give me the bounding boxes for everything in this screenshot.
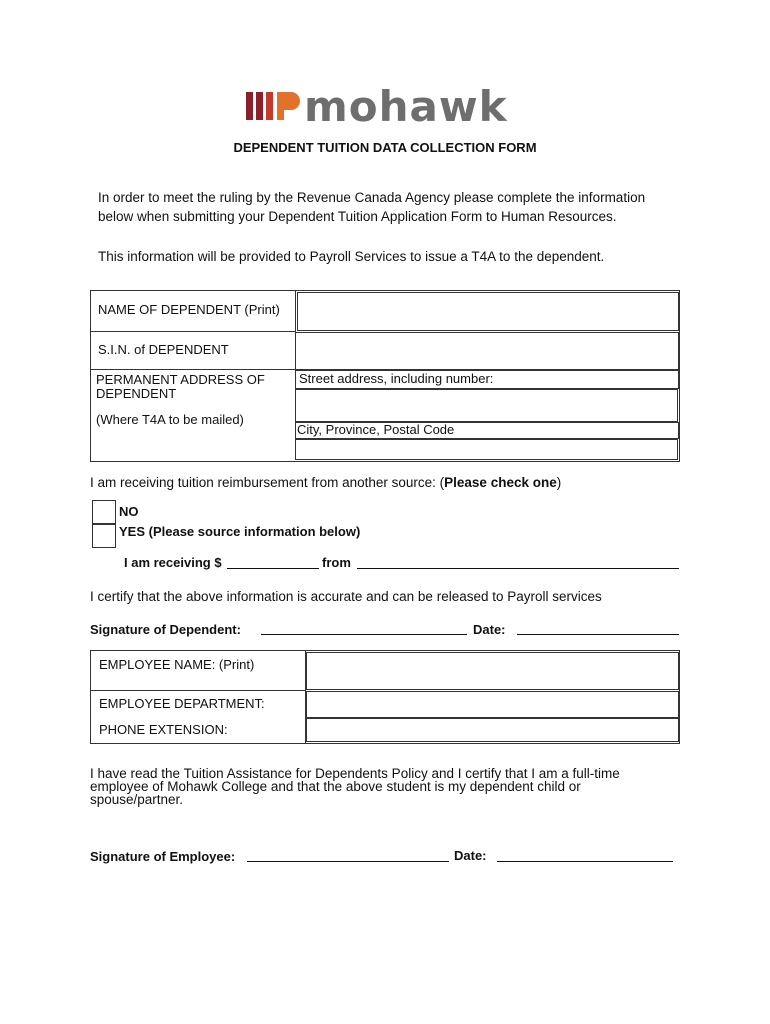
form-title: DEPENDENT TUITION DATA COLLECTION FORM [233, 140, 537, 155]
employee-signature-label: Signature of Employee: [90, 849, 236, 864]
dependent-table [90, 290, 680, 462]
employee-department-label: EMPLOYEE DEPARTMENT: [99, 696, 265, 711]
receiving-amount-line[interactable] [227, 568, 319, 569]
employee-department-field[interactable] [306, 691, 679, 718]
dependent-address-note: (Where T4A to be mailed) [96, 412, 244, 427]
employee-certify-text: I have read the Tuition Assistance for Dependents Policy and I certify that I am a full-time employee of Mohawk College and that the above student is my dependent child or spouse/partner. [90, 766, 620, 807]
receiving-source-line[interactable] [357, 568, 679, 569]
dependent-name-field[interactable] [297, 292, 679, 331]
receiving-amount-label: I am receiving $ [124, 555, 222, 570]
intro-line-2: below when submitting your Dependent Tuition Application Form to Human Resources. [98, 209, 617, 224]
phone-extension-label: PHONE EXTENSION: [99, 722, 228, 737]
yes-checkbox[interactable] [92, 524, 116, 548]
dependent-address-label: PERMANENT ADDRESS OF DEPENDENT [96, 372, 265, 401]
dependent-sin-label: S.I.N. of DEPENDENT [98, 342, 229, 357]
reimbursement-question: I am receiving tuition reimbursement from another source: (Please check one) [90, 475, 562, 490]
intro-line-3: This information will be provided to Payroll Services to issue a T4A to the dependent. [98, 249, 605, 264]
no-option-label: NO [119, 504, 139, 519]
city-province-postal-field[interactable] [295, 439, 678, 460]
no-checkbox[interactable] [92, 500, 116, 524]
employee-date-label: Date: [454, 848, 487, 863]
dependent-signature-label: Signature of Dependent: [90, 622, 241, 637]
employee-signature-line[interactable] [247, 861, 449, 862]
employee-name-label: EMPLOYEE NAME: (Print) [99, 657, 255, 672]
employee-date-line[interactable] [497, 861, 673, 862]
street-hint-cell [295, 370, 679, 389]
dependent-signature-line[interactable] [261, 634, 467, 635]
dependent-name-label: NAME OF DEPENDENT (Print) [98, 302, 280, 317]
certify-text: I certify that the above information is accurate and can be released to Payroll services [90, 589, 602, 604]
logo-text: mohawk [304, 82, 508, 131]
employee-table [90, 650, 680, 744]
intro-line-1: In order to meet the ruling by the Revenue Canada Agency please complete the information [98, 190, 646, 205]
dependent-date-label: Date: [473, 622, 506, 637]
street-hint: Street address, including number: [299, 371, 494, 386]
employee-name-field[interactable] [306, 652, 679, 690]
city-hint: City, Province, Postal Code [297, 422, 455, 437]
dependent-sin-field[interactable] [295, 332, 679, 370]
city-hint-cell [295, 422, 679, 439]
dependent-date-line[interactable] [517, 634, 679, 635]
phone-extension-field[interactable] [306, 718, 679, 742]
mohawk-logo [246, 82, 546, 131]
street-address-field[interactable] [295, 389, 678, 422]
yes-option-label: YES (Please source information below) [119, 524, 361, 539]
receiving-from-label: from [322, 555, 351, 570]
